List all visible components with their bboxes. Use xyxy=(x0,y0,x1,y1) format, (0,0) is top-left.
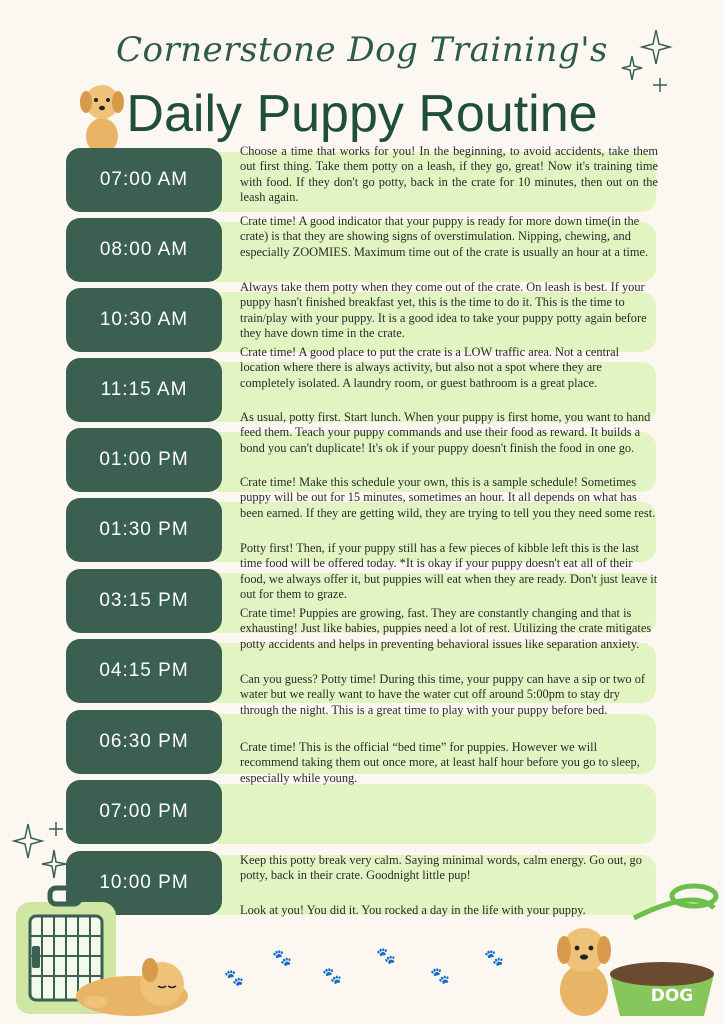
time-label: 06:30 PM xyxy=(99,731,189,752)
brand-heading: Cornerstone Dog Training's xyxy=(115,30,609,70)
note-box xyxy=(216,784,656,844)
note-text: Can you guess? Potty time! During this time, your puppy can have a sip or two of water but we really want to have the water cut off around 5:00pm to stay dry through the night. This is a great time to play with your puppy before bed. xyxy=(240,672,646,717)
bowl-label: DOG xyxy=(650,986,694,1006)
sparkle-icon xyxy=(612,26,674,96)
sparkle-icon xyxy=(10,820,70,890)
paw-print-icon: 🐾 xyxy=(484,948,504,967)
paw-print-icon: 🐾 xyxy=(272,948,292,967)
time-label: 08:00 AM xyxy=(99,239,189,260)
note-text: Crate time! A good place to put the crate is a LOW traffic area. Not a central location where there is always activity, but also not a spot where they are completely isolated. A laundry room, or guest bathroom is a great place. xyxy=(240,345,620,390)
puppy-illustration xyxy=(72,78,132,158)
note-text: Crate time! A good indicator that your puppy is ready for more down time(in the crate) is that they are showing signs of overstimulation. Nipping, chewing, and especially ZOOMIES. Maximum time out of the crate is usually an hour at a time. xyxy=(240,214,649,259)
time-label: 04:15 PM xyxy=(99,660,189,681)
time-label: 11:15 AM xyxy=(100,379,188,400)
note-text: As usual, potty first. Start lunch. When your puppy is first home, you want to hand feed them. Teach your puppy commands and use their food as reward. It builds a bond you can't duplicate! It's ok if your puppy doesn't finish the food in one go. xyxy=(240,410,651,455)
time-label: 01:00 PM xyxy=(99,449,189,470)
time-label: 10:00 PM xyxy=(99,872,189,893)
note-text: Crate time! Puppies are growing, fast. They are constantly changing and that is exhausting! Just like babies, puppies need a lot of rest. Utilizing the crate mitigates potty accidents and helps in preventing behavioral issues like separation anxiety. xyxy=(240,606,652,651)
note-text: Crate time! Make this schedule your own, this is a sample schedule! Sometimes puppy will be out for 15 minutes, sometimes an hour. It all depends on what has been earned. If they are getting wild, they are trying to tell you they need some rest. xyxy=(240,475,656,520)
puppy-crate-illustration xyxy=(12,884,202,1020)
time-label: 07:00 AM xyxy=(99,169,189,190)
note-text: Choose a time that works for you! In the beginning, to avoid accidents, take them out first thing. Take them potty on a leash, if they go, great! Now it's training time with food. If they don't go potty, back in the crate for 10 minutes, then out on the leash again. xyxy=(240,144,658,205)
paw-print-icon: 🐾 xyxy=(430,966,450,985)
note-text: Crate time! This is the official “bed time” for puppies. However we will recommend taking them out once more, at least half hour before you go to sleep, especially while young. xyxy=(240,740,640,785)
time-label: 07:00 PM xyxy=(99,801,189,822)
time-label: 03:15 PM xyxy=(99,590,189,611)
note-text: Look at you! You did it. You rocked a day in the life with your puppy. xyxy=(240,903,586,917)
page-title: Daily Puppy Routine xyxy=(126,85,598,143)
paw-print-icon: 🐾 xyxy=(322,966,342,985)
note-text: Potty first! Then, if your puppy still has a few pieces of kibble left this is the last time food will be offered today. *It is okay if your puppy doesn't eat all of their food, we always offer it, but puppies will eat when they are ready. Don't just leave it out for them to graze. xyxy=(240,541,658,602)
time-label: 01:30 PM xyxy=(99,519,189,540)
schedule-row-0700pm xyxy=(66,780,656,844)
note-text: Always take them potty when they come out of the crate. On leash is best. If your puppy hasn't finished breakfast yet, this is the time to do it. This is the time to train/play with your puppy. It is a good idea to take your puppy potty again before they have down time in the crate. xyxy=(240,280,647,341)
paw-print-icon: 🐾 xyxy=(376,946,396,965)
note-text: Keep this potty break very calm. Saying minimal words, calm energy. Go out, go potty, back in their crate. Goodnight little pup! xyxy=(240,853,642,883)
time-label: 10:30 AM xyxy=(99,309,189,330)
paw-print-icon: 🐾 xyxy=(224,968,244,987)
